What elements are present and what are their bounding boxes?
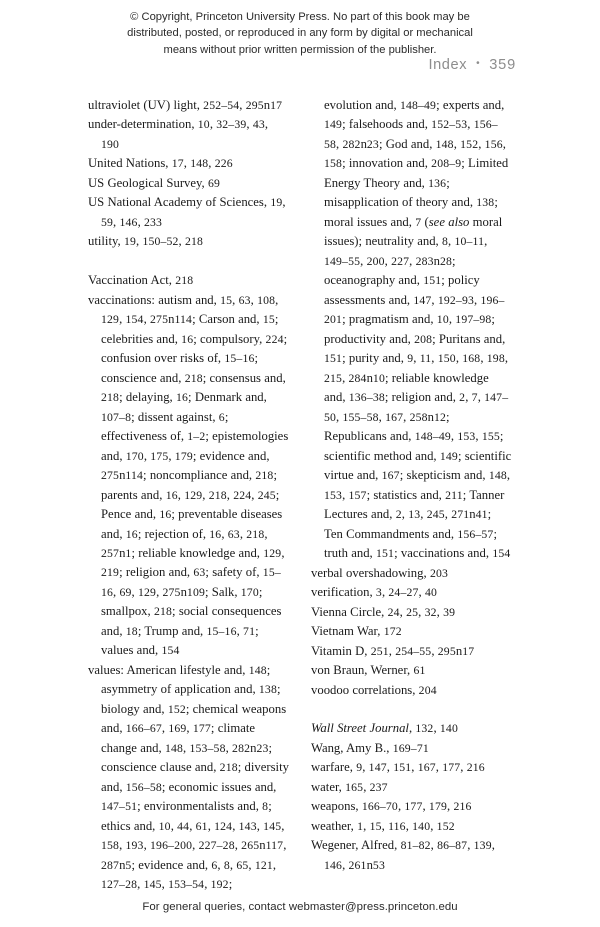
bullet-separator-icon: • xyxy=(476,58,481,69)
index-entry: verification, 3, 24–27, 40 xyxy=(311,585,437,600)
index-column-right xyxy=(311,96,512,875)
index-entry: Wang, Amy B., 169–71 xyxy=(311,740,429,755)
index-entry: vaccinations: autism and, 15, 63, 108, 129, 154, 275n114; Carson and, 15; celebrities and, 16; compulsory, 224; confusion over risks of, 15–16; conscience and, 218; consensus and, 218; delaying, 16; Denmark and, 107–8; dissent against, 6; effectiveness of, 1–2; epistemologies and, 170, 175, 179; evidence and, 275n114; noncompliance and, 218; parents and, 16, 129, 218, 224, 245; Pence and, 16; preventable diseases and, 16; rejection of, 16, 63, 218, 257n1; reliable knowledge and, 129, 219; religion and, 63; safety of, 15–16, 69, 129, 275n109; Salk, 170; smallpox, 218; social consequences and, 18; Trump and, 15–16, 71; values and, 154 xyxy=(88,292,289,658)
index-entry-continuation: evolution and, 148–49; experts and, 149; falsehoods and, 152–53, 156–58, 282n23; God and, 148, 152, 156, 158; innovation and, 208–9; Limited Energy Theory and, 136; misapplication of theory and, 138; moral issues and, 7 (see also moral issues); neutrality and, 8, 10–11, 149–55, 200, 227, 283n28; oceanography and, 151; policy assessments and, 147, 192–93, 196–201; pragmatism and, 10, 197–98; productivity and, 208; Puritans and, 151; purity and, 9, 11, 150, 168, 198, 215, 284n10; reliable knowledge and, 136–38; religion and, 2, 7, 147–50, 155–58, 167, 258n12; Republicans and, 148–49, 153, 155; scientific method and, 149; scientific virtue and, 167; skepticism and, 148, 153, 157; statistics and, 211; Tanner Lectures and, 2, 13, 245, 271n41; Ten Commandments and, 156–57; truth and, 151; vaccinations and, 154 xyxy=(324,98,512,561)
index-entry: verbal overshadowing, 203 xyxy=(311,565,448,580)
index-columns xyxy=(88,96,512,895)
index-entry: Vaccination Act, 218 xyxy=(88,273,194,288)
index-entry: warfare, 9, 147, 151, 167, 177, 216 xyxy=(311,760,485,775)
index-entry: utility, 19, 150–52, 218 xyxy=(88,234,204,249)
index-entry: water, 165, 237 xyxy=(311,779,388,794)
index-entry: Wall Street Journal, 132, 140 xyxy=(311,721,458,736)
index-entry: US National Academy of Sciences, 19, 59, 146, 233 xyxy=(88,195,286,230)
copyright-line-3: means without prior written permission of the publisher. xyxy=(163,43,437,56)
index-entry-italic-title: Wall Street Journal xyxy=(311,721,409,736)
page-number: 359 xyxy=(489,57,516,73)
index-entry: Wegener, Alfred, 81–82, 86–87, 139, 146, 261n53 xyxy=(311,838,495,872)
index-entry: voodoo correlations, 204 xyxy=(311,682,437,697)
index-entry: United Nations, 17, 148, 226 xyxy=(88,156,233,171)
index-entry: ultraviolet (UV) light, 252–54, 295n17 xyxy=(88,98,283,113)
index-entry: under-determination, 10, 32–39, 43, 190 xyxy=(88,117,269,151)
copyright-notice xyxy=(0,9,600,58)
index-entry: weather, 1, 15, 116, 140, 152 xyxy=(311,818,455,833)
index-entry: von Braun, Werner, 61 xyxy=(311,663,426,678)
see-also-italic: see also xyxy=(428,215,470,230)
running-head-section: Index xyxy=(428,57,468,73)
copyright-line-1: © Copyright, Princeton University Press. No part of this book may be xyxy=(130,11,470,23)
index-entry-spacer xyxy=(311,700,512,719)
index-column-left xyxy=(88,96,289,895)
footer-contact-text: For general queries, contact webmaster@press.princeton.edu xyxy=(142,901,458,913)
index-entry: Vienna Circle, 24, 25, 32, 39 xyxy=(311,604,456,619)
page-footer xyxy=(0,901,600,913)
index-entry: values: American lifestyle and, 148; asymmetry of application and, 138; biology and, 152; chemical weapons and, 166–67, 169, 177; climate change and, 148, 153–58, 282n23; conscience clause and, 218; diversity and, 156–58; economic issues and, 147–51; environmentalists and, 8; ethics and, 10, 44, 61, 124, 143, 145, 158, 193, 196–200, 227–28, 265n117, 287n5; evidence and, 6, 8, 65, 121, 127–28, 145, 153–54, 192; xyxy=(88,663,289,892)
copyright-line-2: distributed, posted, or reproduced in any form by digital or mechanical xyxy=(127,27,473,40)
index-entry: US Geological Survey, 69 xyxy=(88,176,221,191)
index-entry: weapons, 166–70, 177, 179, 216 xyxy=(311,799,472,814)
index-entry: Vitamin D, 251, 254–55, 295n17 xyxy=(311,643,475,658)
index-entry: Vietnam War, 172 xyxy=(311,624,402,639)
index-entry-spacer xyxy=(88,252,289,271)
running-head xyxy=(428,57,516,73)
